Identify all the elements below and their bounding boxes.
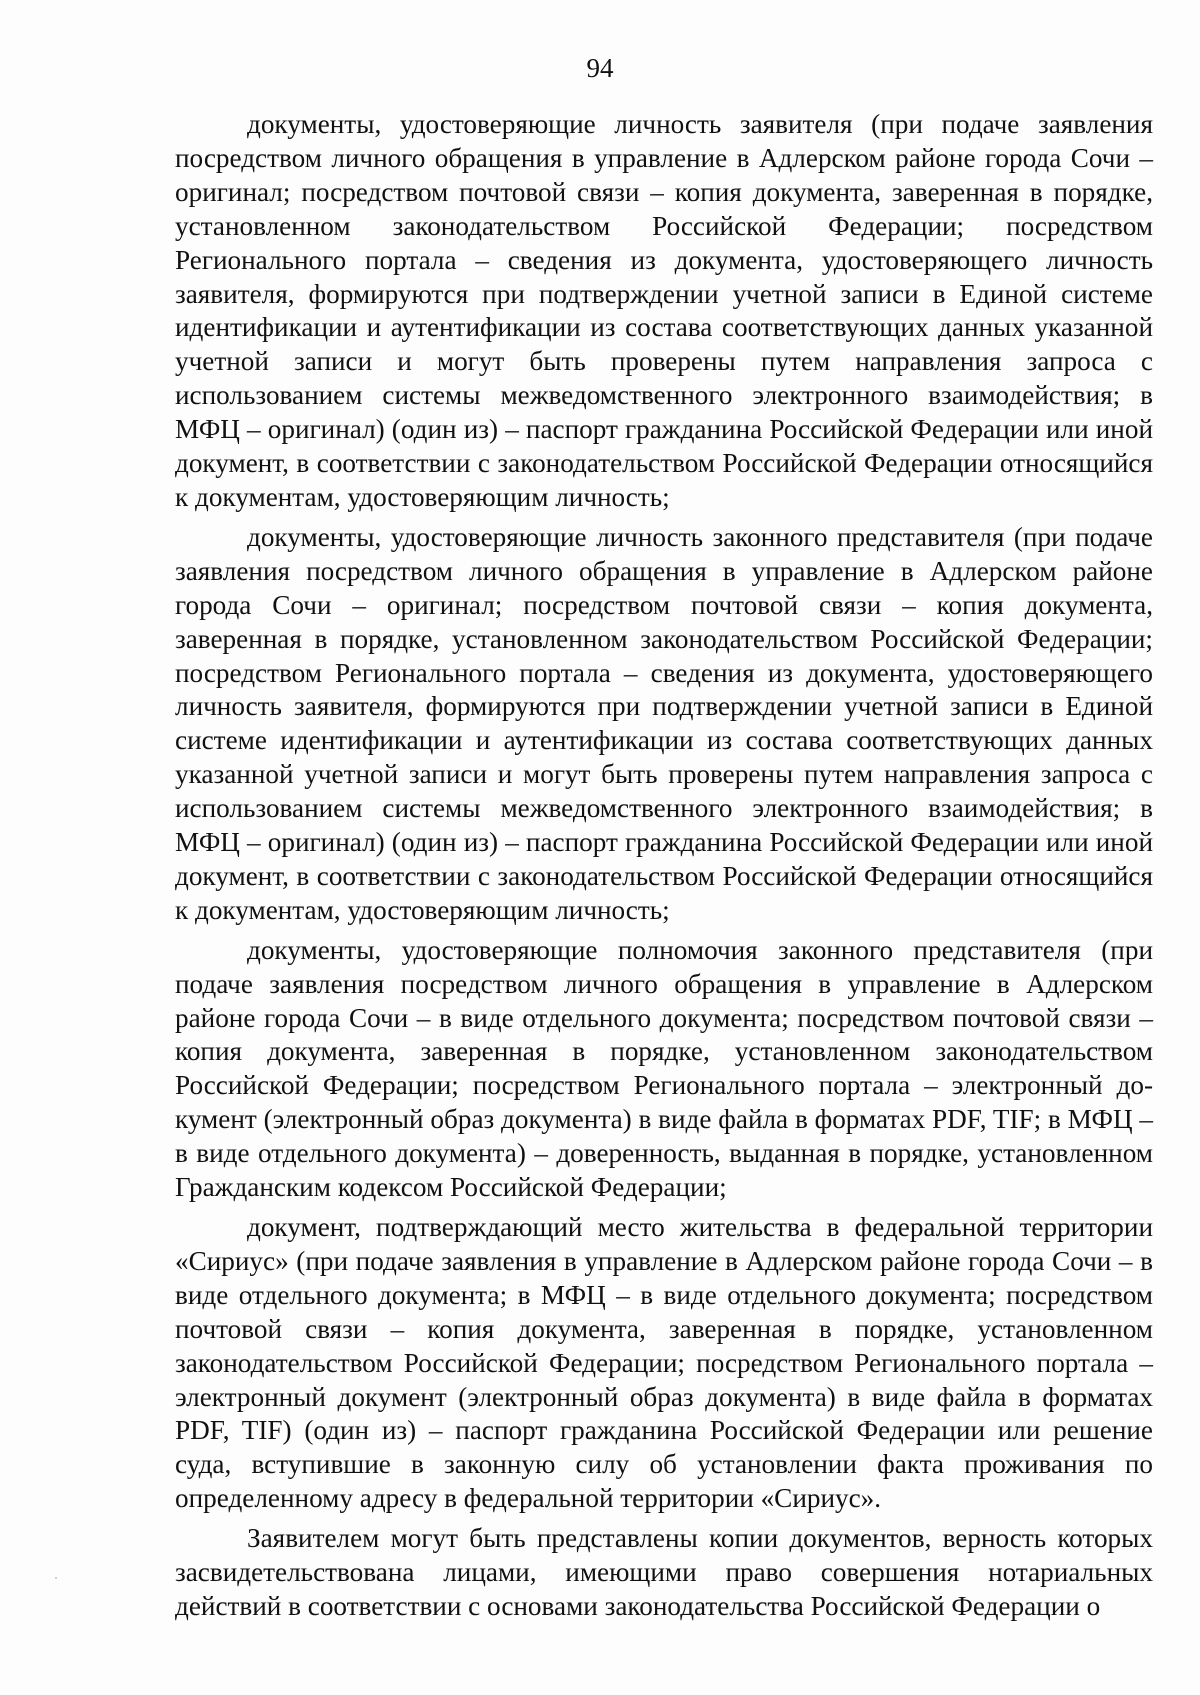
- scan-speck: [55, 1577, 57, 1579]
- paragraph-residence-document: документ, подтверждающий место жительства в федеральной территории «Сириус» (при подаче заявления в управление в Адлерском районе города Сочи – в виде отдельного документа; в МФЦ – в виде отдельного документа; посредством почтовой связи – копия документа, заверенная в порядке, установленном законодательством Российской Федерации; посредством Регионального портала – электронный документ (электронный образ документа) в виде файла в форматах PDF, TIF) (один из) – паспорт гражданина Российской Федерации или решение суда, вступившие в законную силу об установлении факта проживания по определенному адресу в федеральной территории «Сириус».: [175, 1212, 1153, 1514]
- page-number: 94: [586, 53, 614, 83]
- paragraph-applicant-identity-documents: документы, удостоверяющие личность заявителя (при подаче заявления посредством личного обращения в управление в Адлерском районе города Сочи – оригинал; посредством почтовой связи – копия документа, заверенная в порядке, установленном законодательством Российской Федерации; посредством Регионального портала – сведения из документа, удостоверяющего личность заявителя, формируются при подтверждении учетной записи в Единой системе идентификации и аутентификации из состава соответствующих данных указанной учетной записи и могут быть проверены путем направления запроса с использованием системы межведомственного электронного взаимодействия; в МФЦ – оригинал) (один из) – паспорт гражданина Российской Федерации или иной документ, в соответствии с законодательством Российской Федерации относящийся к документам, удостоверяющим личность;: [175, 109, 1153, 512]
- paragraph-representative-identity-documents: документы, удостоверяющие личность законного представителя (при подаче заявления посредством личного обращения в управление в Адлерском районе города Сочи – оригинал; посредством почтовой связи – копия документа, заверенная в порядке, установленном законодательством Российской Федерации; посредством Регионального портала – сведения из документа, удостоверяющего личность заявителя, формируются при подтверждении учетной записи в Единой системе идентификации и аутентификации из состава соответствующих данных указанной учетной записи и могут быть проверены путем направления запроса с использованием системы межведомственного электронного взаимодействия; в МФЦ – оригинал) (один из) – паспорт гражданина Российской Федерации или иной документ, в соответствии с законодательством Российской Федерации относящийся к документам, удостоверяющим личность;: [175, 521, 1153, 925]
- document-body: [175, 108, 1153, 1624]
- paragraph-certified-copies: Заявителем могут быть представлены копии документов, верность которых засвидетельствована лицами, имеющими право совершения нотариальных действий в соответствии с основами законодательства Российской Федерации о: [175, 1523, 1153, 1621]
- paragraph-representative-authority-documents: документы, удостоверяющие полномочия законного представителя (при подаче заявления посредством личного обращения в управление в Адлерском районе города Сочи – в виде отдельного документа; посредством почтовой связи – копия документа, заверенная в порядке, установленном законодательством Российской Федерации; посредством Регионального портала – электронный документ (электронный образ документа) в виде файла в форматах PDF, TIF; в МФЦ – в виде отдельного документа) – доверенность, выданная в порядке, установленном Гражданским кодексом Российской Федерации;: [175, 934, 1153, 1203]
